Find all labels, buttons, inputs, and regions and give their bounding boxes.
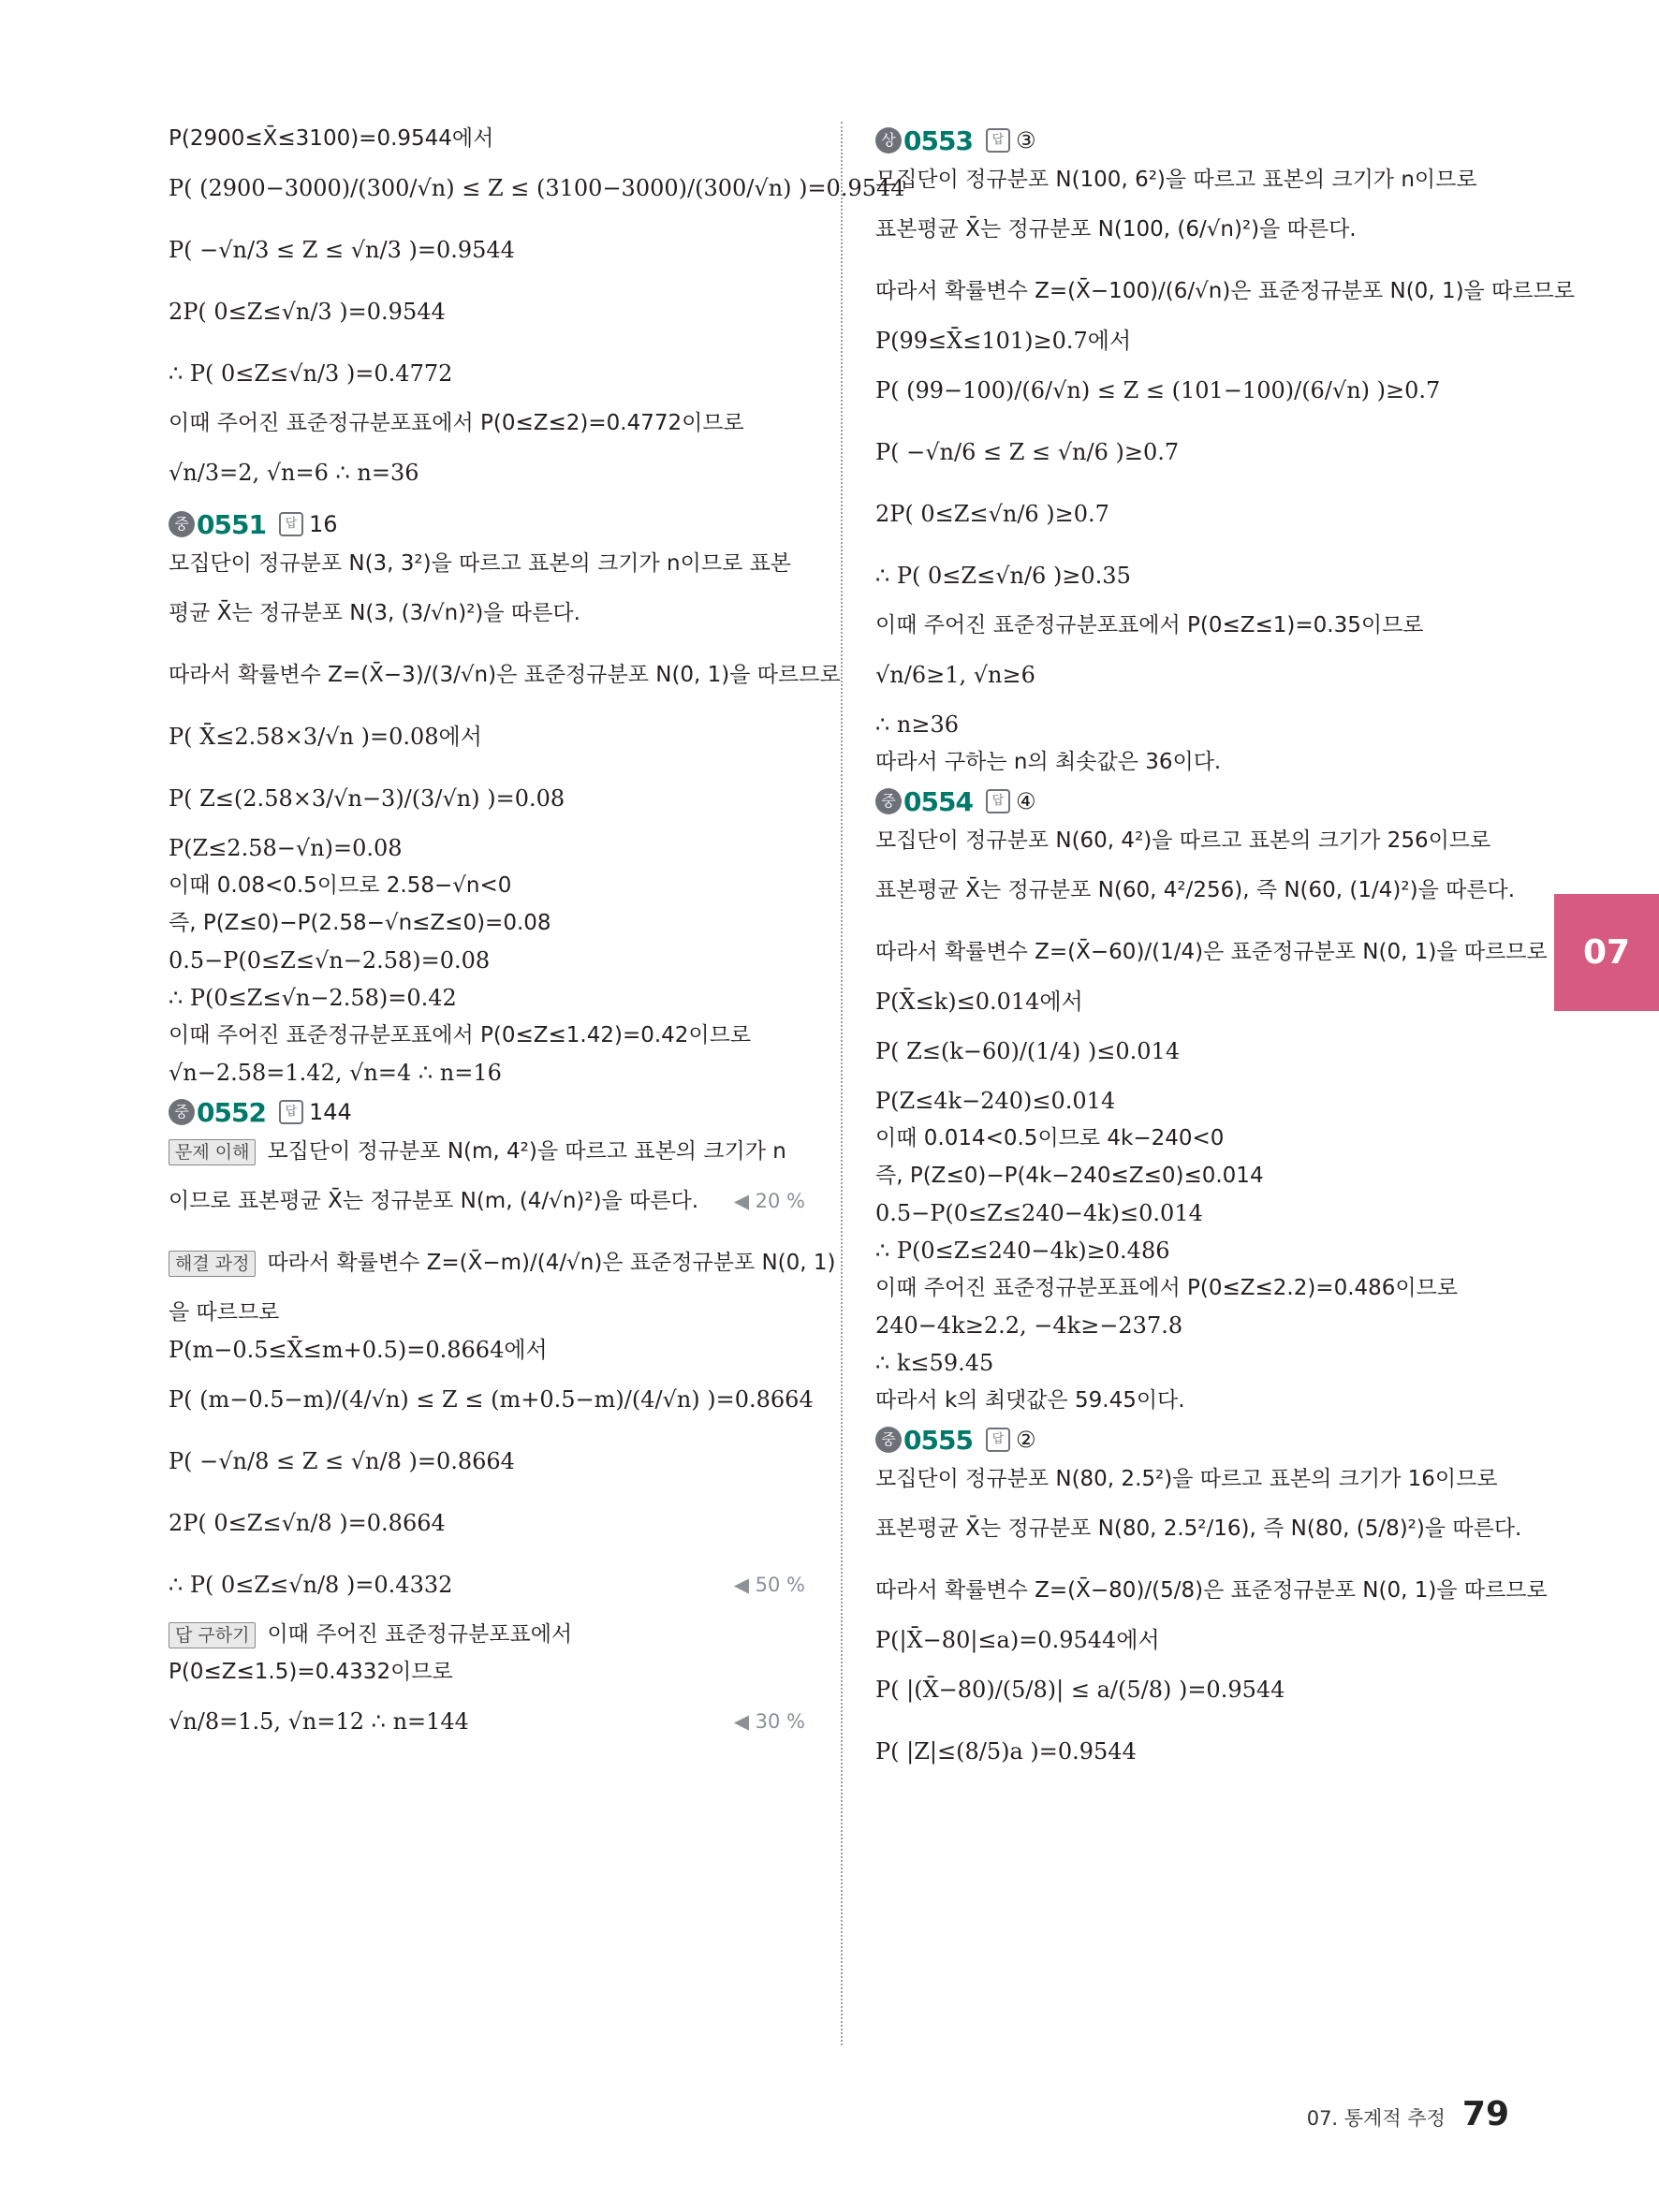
solution-line <box>875 1721 1512 1782</box>
solution-text: 이때 주어진 표준정규분포표에서 P(0≤Z≤2.2)=0.486이므로 <box>875 1276 1459 1300</box>
solution-line <box>169 768 805 829</box>
solution-line <box>875 706 1512 743</box>
solution-line <box>875 1157 1512 1194</box>
solution-text: ∴ P(0≤Z≤240−4k)≥0.486 <box>875 1238 1170 1264</box>
difficulty-badge: 중 <box>875 788 902 814</box>
solution-line <box>169 867 805 904</box>
solution-line <box>875 483 1512 545</box>
solution-line <box>875 1120 1512 1157</box>
solution-line <box>875 1659 1512 1721</box>
solution-text: 이때 주어진 표준정규분포표에서 P(0≤Z≤2)=0.4772이므로 <box>169 411 744 435</box>
step-tag: 답 구하기 <box>169 1622 256 1648</box>
problem-number: 0551 <box>197 508 266 540</box>
score-percentage: ◀ 20 % <box>733 1190 805 1212</box>
solution-line <box>169 1232 836 1294</box>
answer-value: 16 <box>308 511 338 537</box>
solution-line <box>875 545 1512 607</box>
solution-line <box>169 942 805 979</box>
left-problems <box>169 504 841 1752</box>
problem-0555 <box>875 1419 1548 1782</box>
solution-text: P( (99−100)/(6/√n) ≤ Z ≤ (101−100)/(6/√n) )≥0.7 <box>875 377 1441 403</box>
solution-text: P(Z≤4k−240)≤0.014 <box>875 1088 1116 1114</box>
solution-line <box>875 1382 1512 1419</box>
page-footer <box>1307 2095 1509 2133</box>
step-tag: 문제 이해 <box>169 1139 256 1165</box>
solution-text: P(2900≤X̄≤3100)=0.9544에서 <box>169 126 494 151</box>
solution-line <box>169 904 805 942</box>
solution-text: 0.5−P(0≤Z≤√n−2.58)=0.08 <box>169 947 491 974</box>
answer-icon: 답 <box>279 512 303 536</box>
difficulty-badge: 중 <box>875 1427 902 1453</box>
solution-text: 따라서 k의 최댓값은 59.45이다. <box>875 1388 1185 1413</box>
problem-0552 <box>169 1091 836 1752</box>
answer-value: ③ <box>1015 127 1036 154</box>
answer-value: ② <box>1015 1427 1036 1453</box>
solution-text: 이때 주어진 표준정규분포표에서 P(0≤Z≤1.42)=0.42이므로 <box>169 1023 752 1047</box>
solution-text: 표본평균 X̄는 정규분포 N(60, 4²/256), 즉 N(60, (1/4)²)을 따른다. <box>875 878 1516 902</box>
solution-text: P(X̄≤k)≤0.014에서 <box>875 989 1083 1015</box>
solution-line <box>169 706 805 768</box>
solution-line <box>169 1369 814 1430</box>
answer-value: 144 <box>308 1099 352 1125</box>
solution-text: √n/3=2, √n=6 ∴ n=36 <box>169 460 419 486</box>
right-problems <box>875 120 1575 1782</box>
problem-0553 <box>875 120 1575 781</box>
problem-solution <box>875 161 1575 781</box>
solution-text: 2P( 0≤Z≤√n/6 )≥0.7 <box>875 501 1109 527</box>
solution-line <box>875 1194 1512 1232</box>
solution-text: P( −√n/8 ≤ Z ≤ √n/8 )=0.8664 <box>169 1448 515 1474</box>
solution-text: √n/6≥1, √n≥6 <box>875 662 1035 688</box>
solution-text: P(|X̄−80|≤a)=0.9544에서 <box>875 1627 1160 1653</box>
solution-text: P( Z≤(k−60)/(1/4) )≤0.014 <box>875 1038 1181 1064</box>
solution-text: 이때 주어진 표준정규분포표에서 <box>267 1622 573 1647</box>
solution-text: P( X̄≤2.58×3/√n )=0.08에서 <box>169 724 482 750</box>
solution-line <box>169 1430 805 1492</box>
solution-text: P( |Z|≤(8/5)a )=0.9544 <box>875 1738 1137 1765</box>
solution-line <box>875 822 1512 859</box>
solution-line <box>875 921 1548 983</box>
step-tag: 해결 과정 <box>169 1251 256 1277</box>
problem-header <box>875 1419 1512 1460</box>
right-column <box>875 120 1575 1782</box>
solution-text: 2P( 0≤Z≤√n/8 )=0.8664 <box>169 1510 446 1536</box>
solution-text: 2P( 0≤Z≤√n/3 )=0.9544 <box>169 299 446 325</box>
solution-line <box>169 829 805 867</box>
solution-line <box>875 421 1512 483</box>
score-percentage: ◀ 50 % <box>733 1574 805 1596</box>
solution-text: 이므로 표본평균 X̄는 정규분포 N(m, (4/√n)²)을 따른다. <box>169 1189 699 1213</box>
footer-chapter-title: 07. 통계적 추정 <box>1306 2107 1446 2130</box>
difficulty-badge: 상 <box>875 127 902 154</box>
solution-text: P(0≤Z≤1.5)=0.4332이므로 <box>169 1660 453 1684</box>
solution-text: P(m−0.5≤X̄≤m+0.5)=0.8664에서 <box>169 1337 548 1363</box>
solution-text: 이때 0.08<0.5이므로 2.58−√n<0 <box>169 873 512 898</box>
column-divider <box>841 122 843 2045</box>
solution-text: P( (2900−3000)/(300/√n) ≤ Z ≤ (3100−3000)/(300/√n) )=0.9544 <box>169 175 905 201</box>
solution-text: 모집단이 정규분포 N(80, 2.5²)을 따르고 표본의 크기가 16이므로 <box>875 1467 1498 1491</box>
solution-text: 0.5−P(0≤Z≤240−4k)≤0.014 <box>875 1200 1203 1226</box>
solution-text: P( −√n/3 ≤ Z ≤ √n/3 )=0.9544 <box>169 237 515 263</box>
solution-line <box>169 582 805 644</box>
solution-line <box>169 157 905 219</box>
solution-text: P( −√n/6 ≤ Z ≤ √n/6 )≥0.7 <box>875 439 1180 465</box>
solution-text: P( Z≤(2.58×3/√n−3)/(3/√n) )=0.08 <box>169 785 565 812</box>
difficulty-badge: 중 <box>169 511 195 537</box>
solution-line <box>875 644 1512 706</box>
solution-line <box>875 1460 1512 1498</box>
problem-number: 0553 <box>903 125 973 156</box>
solution-line <box>875 198 1512 260</box>
solution-line <box>169 219 805 281</box>
solution-line <box>169 404 805 442</box>
solution-line <box>169 1294 805 1331</box>
solution-text: 따라서 확률변수 Z=(X̄−60)/(1/4)은 표준정규분포 N(0, 1)을 따르므로 <box>875 940 1548 964</box>
solution-text: 따라서 확률변수 Z=(X̄−3)/(3/√n)은 표준정규분포 N(0, 1)을 따르므로 <box>169 663 841 687</box>
solution-text: 모집단이 정규분포 N(m, 4²)을 따르고 표본의 크기가 n <box>267 1139 786 1164</box>
solution-text: 모집단이 정규분포 N(3, 3²)을 따르고 표본의 크기가 n이므로 표본 <box>169 551 792 576</box>
problem-number: 0555 <box>903 1424 973 1456</box>
solution-text: 모집단이 정규분포 N(100, 6²)을 따르고 표본의 크기가 n이므로 <box>875 168 1477 192</box>
answer-icon: 답 <box>986 128 1010 153</box>
solution-line <box>169 644 841 706</box>
problem-solution <box>169 545 841 1091</box>
solution-line <box>875 359 1512 421</box>
solution-line <box>169 1054 805 1091</box>
solution-text: 표본평균 X̄는 정규분포 N(100, (6/√n)²)을 따른다. <box>875 217 1357 242</box>
solution-text: ∴ n≥36 <box>875 711 960 738</box>
chapter-tab-label: 07 <box>1582 933 1631 972</box>
problem-0550-continuation <box>169 120 905 504</box>
solution-line <box>169 120 805 157</box>
page-number: 79 <box>1461 2095 1509 2133</box>
solution-text: ∴ P( 0≤Z≤√n/6 )≥0.35 <box>875 563 1131 589</box>
solution-text: P( |(X̄−80)/(5/8)| ≤ a/(5/8) )=0.9544 <box>875 1677 1285 1703</box>
solution-line <box>169 281 805 343</box>
solution-line <box>875 322 1512 359</box>
solution-line <box>169 1017 805 1054</box>
solution-line <box>169 1133 805 1170</box>
solution-line <box>875 1307 1512 1344</box>
solution-text: 표본평균 X̄는 정규분포 N(80, 2.5²/16), 즉 N(80, (5/8)²)을 따른다. <box>875 1516 1522 1541</box>
solution-line <box>169 1492 805 1554</box>
solution-line <box>875 859 1516 921</box>
problem-header <box>875 120 1512 161</box>
solution-text: 240−4k≥2.2, −4k≥−237.8 <box>875 1312 1183 1339</box>
solution-text: 따라서 구하는 n의 최솟값은 36이다. <box>875 750 1222 774</box>
answer-icon: 답 <box>986 1428 1010 1452</box>
problem-0551 <box>169 504 841 1091</box>
problem-header <box>169 1091 805 1133</box>
solution-text: ∴ k≤59.45 <box>875 1350 994 1376</box>
solution-text: 따라서 확률변수 Z=(X̄−100)/(6/√n)은 표준정규분포 N(0, 1)을 따르므로 <box>875 279 1575 303</box>
solution-text: √n−2.58=1.42, √n=4 ∴ n=16 <box>169 1060 502 1086</box>
solution-text: P( (m−0.5−m)/(4/√n) ≤ Z ≤ (m+0.5−m)/(4/√n) )=0.8664 <box>169 1386 814 1413</box>
solution-line <box>169 1554 805 1616</box>
solution-text: 이때 0.014<0.5이므로 4k−240<0 <box>875 1126 1225 1150</box>
solution-line <box>169 1691 805 1752</box>
solution-line <box>875 161 1512 198</box>
solution-text: ∴ P( 0≤Z≤√n/8 )=0.4332 <box>169 1572 453 1598</box>
answer-icon: 답 <box>279 1100 303 1124</box>
solution-text: 즉, P(Z≤0)−P(4k−240≤Z≤0)≤0.014 <box>875 1164 1264 1188</box>
solution-text: 따라서 확률변수 Z=(X̄−m)/(4/√n)은 표준정규분포 N(0, 1) <box>267 1251 836 1275</box>
problem-solution <box>875 822 1548 1419</box>
score-percentage: ◀ 30 % <box>733 1710 805 1733</box>
solution-line <box>875 607 1512 644</box>
answer-value: ④ <box>1015 788 1036 814</box>
solution-line <box>875 1621 1512 1659</box>
solution-text: ∴ P( 0≤Z≤√n/3 )=0.4772 <box>169 360 453 387</box>
solution-text: 평균 X̄는 정규분포 N(3, (3/√n)²)을 따른다. <box>169 601 580 625</box>
solution-line <box>875 983 1512 1020</box>
problem-number: 0554 <box>903 785 973 817</box>
solution-text: P(99≤X̄≤101)≥0.7에서 <box>875 328 1132 354</box>
solution-line <box>169 343 805 404</box>
solution-line <box>875 1232 1512 1269</box>
solution-text: P(Z≤2.58−√n)=0.08 <box>169 835 403 861</box>
solution-text: 즉, P(Z≤0)−P(2.58−√n≤Z≤0)=0.08 <box>169 911 551 935</box>
solution-text: 을 따르므로 <box>169 1300 280 1325</box>
solution-line <box>169 979 805 1017</box>
solution-line <box>875 743 1512 781</box>
solution-line <box>169 442 805 504</box>
problem-header <box>169 504 805 545</box>
solution-text: √n/8=1.5, √n=12 ∴ n=144 <box>169 1708 469 1735</box>
solution-text: 따라서 확률변수 Z=(X̄−80)/(5/8)은 표준정규분포 N(0, 1)을 따르므로 <box>875 1578 1548 1603</box>
chapter-tab[interactable] <box>1554 894 1659 1011</box>
left-column <box>169 120 905 1752</box>
problem-number: 0552 <box>197 1096 266 1128</box>
solution-text: 모집단이 정규분포 N(60, 4²)을 따르고 표본의 크기가 256이므로 <box>875 828 1491 853</box>
problem-header <box>875 781 1512 822</box>
solution-line <box>169 1653 805 1691</box>
problem-0554 <box>875 781 1548 1419</box>
solution-line <box>169 1616 805 1653</box>
solution-text: 이때 주어진 표준정규분포표에서 P(0≤Z≤1)=0.35이므로 <box>875 613 1424 637</box>
solution-line <box>875 260 1575 322</box>
difficulty-badge: 중 <box>169 1099 195 1125</box>
solution-line <box>875 1020 1512 1082</box>
answer-icon: 답 <box>986 789 1010 813</box>
solution-line <box>169 1331 805 1369</box>
solution-line <box>875 1560 1548 1621</box>
solution-line <box>875 1498 1522 1560</box>
problem-solution <box>169 1133 836 1752</box>
solution-text: ∴ P(0≤Z≤√n−2.58)=0.42 <box>169 985 457 1011</box>
solution-line <box>169 1170 805 1232</box>
solution-line <box>875 1269 1512 1307</box>
solution-line <box>875 1082 1512 1120</box>
solution-line <box>875 1344 1512 1382</box>
solution-line <box>169 545 805 582</box>
problem-solution <box>875 1460 1548 1782</box>
